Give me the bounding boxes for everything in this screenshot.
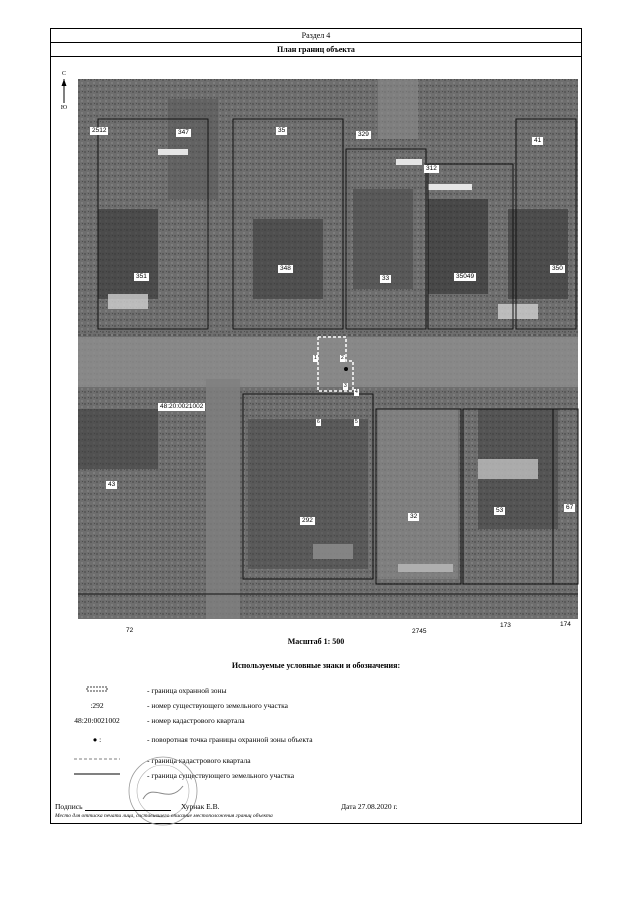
document-frame [50,28,582,824]
plot-label: 348 [280,265,291,272]
section-title: Раздел 4 [51,29,581,43]
plot-label: 53 [496,507,504,514]
plot-label: 32 [410,513,418,520]
legend-title: Используемые условные знаки и обозначения: [231,661,401,670]
point-label: 3 [344,383,347,389]
plot-label: 33 [382,275,390,282]
point-label: 5 [355,419,358,425]
scale-text: Масштаб 1: 500 [287,637,345,646]
legend-item-turning-point [51,734,581,748]
satellite-map [78,79,578,635]
plan-title: План границ объекта [51,43,581,57]
legend-text: - номер кадастрового квартала [147,716,245,725]
point-label: 2 [341,355,344,361]
plot-label: 350 [552,265,563,272]
plot-label: 41 [534,137,542,144]
legend-item-plot-number [51,700,581,714]
protection-zone-symbol [51,685,143,697]
legend-text: - граница существующего земельного участка [147,771,295,780]
plot-label: 347 [178,129,189,136]
signature-row [55,802,173,811]
plot-label: 35 [278,127,286,134]
plot-label: 67 [566,504,574,511]
plot-label: 72 [126,627,134,634]
plot-label: 351 [136,273,147,280]
compass-icon [57,71,71,115]
compass-north-label: С [61,71,66,77]
plot-label: 2745 [412,628,427,635]
point-label: 4 [355,389,358,395]
legend-symbol: :292 [90,701,104,710]
legend-item-quarter-number [51,715,581,729]
signature-label: Подпись [55,802,83,811]
document-date: Дата 27.08.2020 г. [341,802,398,811]
legend-text: - граница охранной зоны [147,686,227,695]
plot-label: 173 [500,622,511,629]
plot-label: 43 [108,481,116,488]
compass-south-label: Ю [60,105,68,111]
plot-label: 329 [358,131,369,138]
legend-text: - номер существующего земельного участка [147,701,288,710]
signatory-name: Хурнак Е.В. [181,802,220,811]
point-label: 6 [317,419,320,425]
point-label: 1 [314,355,317,361]
stamp-note: Место для оттиска печати лица, составившего описание местоположения границ объекта [55,813,273,819]
legend-item-protection-zone [51,685,581,699]
plot-label: 174 [560,621,571,628]
legend-symbol: ● : [92,735,102,744]
plot-label: 2512 [92,127,107,134]
signature-line [85,802,171,811]
plot-label: 292 [302,517,313,524]
legend-text: - поворотная точка границы охранной зоны объекта [147,735,313,744]
cadastral-quarter-label: 48:20:0021002 [160,403,204,410]
plot-label: 312 [426,165,437,172]
legend-text: - граница кадастрового квартала [147,756,251,765]
plot-label: 35049 [456,273,475,280]
legend-symbol: 48:20:0021002 [74,716,120,725]
